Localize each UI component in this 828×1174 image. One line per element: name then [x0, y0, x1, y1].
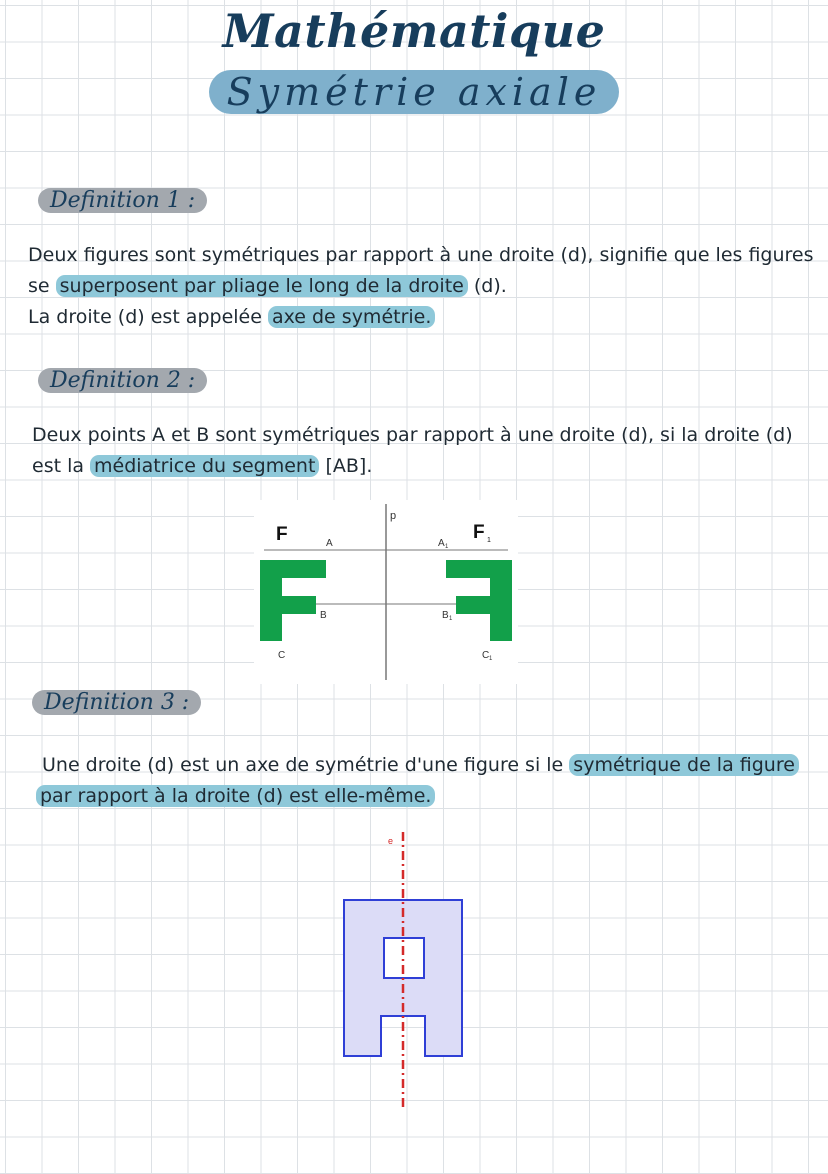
page-title: Mathématique	[222, 4, 606, 58]
definition-1-highlight-axe: axe de symétrie.	[268, 306, 435, 328]
figure-1-label-b: B	[320, 610, 327, 621]
definition-3-heading	[32, 688, 201, 718]
page-subtitle: Symétrie axiale	[209, 70, 620, 114]
figure-1-label-b1: B	[442, 610, 449, 621]
symmetric-shape-axis-label: e	[388, 836, 394, 846]
figure-1-label-a: A	[326, 538, 333, 549]
page-subtitle-wrapper	[0, 70, 828, 114]
definition-3-label: Definition 3 :	[32, 690, 201, 715]
figure-1-label-c: C	[278, 650, 286, 661]
symmetry-figure-f-svg	[254, 500, 518, 684]
figure-1-label-f1: F	[473, 522, 485, 543]
figure-1-label-c1: C	[482, 650, 490, 661]
definition-1-highlight-superposent: superposent par pliage le long de la droite	[56, 275, 468, 297]
symmetric-shape-figure	[330, 826, 480, 1112]
definition-2-heading	[38, 366, 207, 396]
symmetry-figure-f	[254, 500, 518, 684]
definition-1-line-2	[28, 271, 814, 302]
definition-3-highlight-elle-meme: par rapport à la droite (d) est elle-même.	[36, 785, 435, 807]
definition-3-body	[36, 750, 799, 812]
definition-2-body	[32, 420, 793, 482]
definition-2-line-2-post: [AB].	[319, 455, 373, 477]
definition-3-line-1	[36, 750, 799, 781]
definition-3-highlight-symetrique: symétrique de la figure	[569, 754, 799, 776]
figure-1-label-c1-sub: 1	[489, 656, 493, 662]
symmetric-shape-svg	[330, 826, 480, 1112]
figure-1-label-f: F	[276, 524, 288, 545]
definition-1-line-2-pre: se	[28, 275, 56, 297]
figure-1-axis-label: p	[390, 510, 397, 522]
figure-1-label-a1-sub: 1	[445, 544, 449, 550]
definition-1-line-3-pre: La droite (d) est appelée	[28, 306, 268, 328]
definition-1-line-1: Deux figures sont symétriques par rapport à une droite (d), signifie que les figures	[28, 244, 814, 266]
definition-2-label: Definition 2 :	[38, 368, 207, 393]
figure-1-label-f1-sub: 1	[487, 537, 491, 544]
definition-2-line-2	[32, 451, 793, 482]
definition-3-line-2	[36, 781, 799, 812]
figure-1-label-a1: A	[438, 538, 445, 549]
definition-2-line-1: Deux points A et B sont symétriques par rapport à une droite (d), si la droite (d)	[32, 424, 793, 446]
definition-2-highlight-mediatrice: médiatrice du segment	[90, 455, 319, 477]
definition-3-line-1-pre: Une droite (d) est un axe de symétrie d'une figure si le	[42, 754, 570, 776]
definition-1-line-2-post: (d).	[467, 275, 507, 297]
definition-1-line-3	[28, 302, 814, 333]
definition-1-body	[28, 240, 814, 333]
definition-2-line-2-pre: est la	[32, 455, 91, 477]
figure-1-label-b1-sub: 1	[449, 616, 453, 622]
definition-1-label: Definition 1 :	[38, 188, 207, 213]
definition-1-heading	[38, 186, 207, 216]
